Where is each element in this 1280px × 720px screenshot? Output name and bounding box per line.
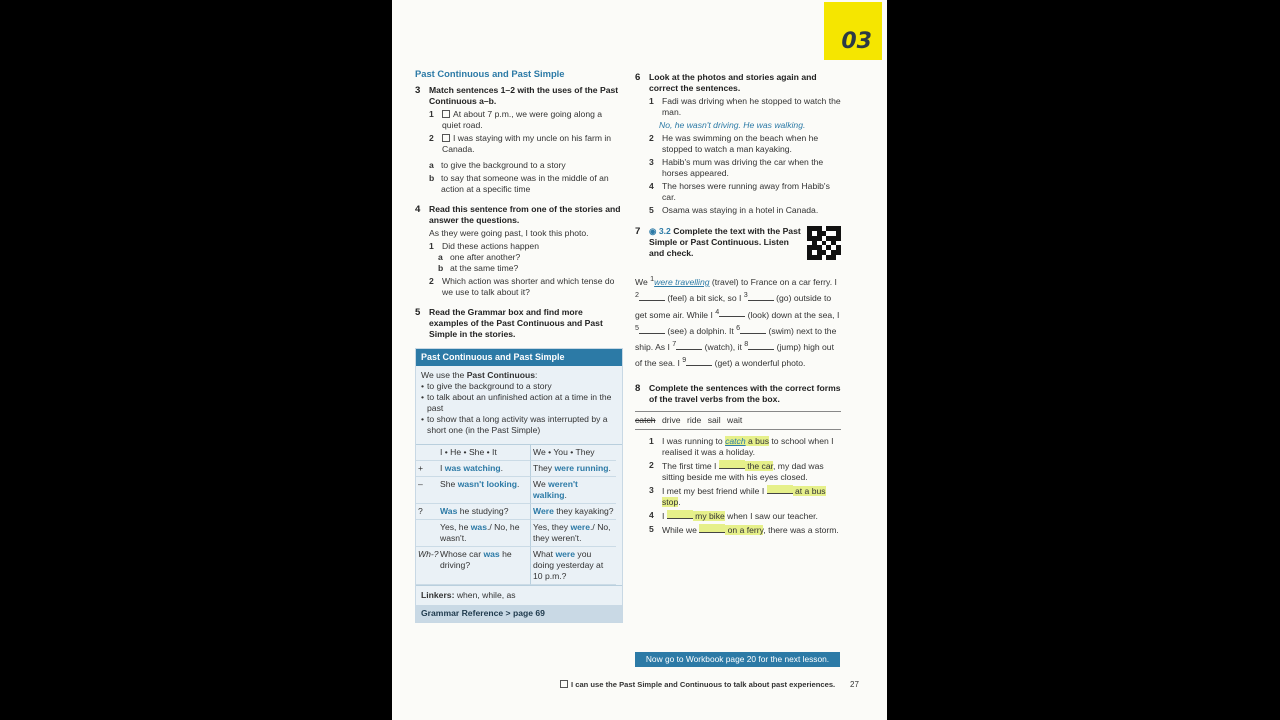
word-box-item: wait — [727, 414, 743, 425]
table-header: I • He • She • It — [438, 445, 530, 461]
word-box — [635, 411, 841, 430]
word-box-item: ride — [686, 414, 702, 425]
answer-gap[interactable] — [767, 485, 793, 494]
answer-gap[interactable] — [719, 460, 745, 469]
can-do-statement: I can use the Past Simple and Continuous to talk about past experiences. — [560, 680, 835, 689]
table-cell: We weren't walking. — [530, 477, 616, 504]
word-box-item: sail — [707, 414, 721, 425]
workbook-link[interactable]: Now go to Workbook page 20 for the next lesson. — [635, 652, 840, 667]
grammar-bullet: • to give the background to a story — [421, 381, 552, 391]
answer-gap[interactable] — [699, 524, 725, 533]
example-sentence: As they were going past, I took this photo. — [429, 228, 589, 238]
checkbox-icon[interactable] — [442, 110, 450, 118]
answer-gap[interactable] — [639, 292, 665, 301]
row-symbol: + — [416, 461, 438, 477]
example-gap: were travelling — [654, 276, 710, 287]
list-item: a one after another? — [438, 252, 521, 262]
grammar-bullet: • to talk about an unfinished action at a time in the past — [421, 392, 612, 413]
grammar-intro: We use the Past Continuous: — [421, 370, 538, 380]
list-item: 5 Osama was staying in a hotel in Canada. — [649, 205, 819, 215]
list-item: 2 I was staying with my uncle on his farm in Canada. — [429, 133, 612, 154]
list-item: 2 The first time I the car, my dad was sitting beside me with his eyes closed. — [649, 459, 824, 482]
row-symbol: – — [416, 477, 438, 504]
list-item: 1 At about 7 p.m., we were going along a quiet road. — [429, 109, 603, 130]
list-item: 1 Did these actions happen — [429, 241, 539, 251]
word-box-item: catch — [635, 414, 656, 425]
table-cell: What were you doing yesterday at 10 p.m.? — [530, 547, 616, 585]
example-answer: No, he wasn't driving. He was walking. — [659, 120, 806, 130]
answer-gap[interactable] — [667, 510, 693, 519]
list-item: 3 Habib's mum was driving the car when the horses appeared. — [649, 157, 824, 178]
grammar-table — [416, 444, 622, 585]
list-item: 5 While we on a ferry, there was a storm. — [649, 523, 839, 535]
answer-gap[interactable] — [748, 292, 774, 301]
answer-gap[interactable] — [676, 341, 702, 350]
linkers: Linkers: when, while, as — [416, 585, 622, 605]
list-item: b at the same time? — [438, 263, 519, 273]
table-header: We • You • They — [530, 445, 616, 461]
list-item: b to say that someone was in the middle of an action at a specific time — [429, 173, 609, 194]
row-symbol: ? — [416, 504, 438, 520]
unit-tab — [824, 2, 882, 60]
table-cell: Were they kayaking? — [530, 504, 616, 520]
left-column — [415, 68, 621, 623]
table-cell: Yes, they were./ No, they weren't. — [530, 520, 616, 547]
list-item: 4 The horses were running away from Habib's car. — [649, 181, 830, 202]
row-symbol — [416, 520, 438, 547]
exercise-8: 8 Complete the sentences with the correct forms of the travel verbs from the box. — [635, 382, 841, 404]
qr-code-icon[interactable] — [807, 226, 841, 260]
checkbox-icon[interactable] — [560, 680, 568, 688]
audio-icon[interactable]: ◉ — [649, 226, 659, 236]
table-cell: Yes, he was./ No, he wasn't. — [438, 520, 530, 547]
textbook-page — [392, 0, 887, 720]
grammar-box-title: Past Continuous and Past Simple — [416, 349, 622, 366]
list-item: 1 Fadi was driving when he stopped to watch the man. — [649, 96, 841, 117]
grammar-reference[interactable]: Grammar Reference > page 69 — [416, 605, 622, 622]
page-number: 27 — [850, 680, 859, 689]
table-cell: Was he studying? — [438, 504, 530, 520]
row-symbol: Wh-? — [416, 547, 438, 585]
list-item: 2 Which action was shorter and which tense do we use to talk about it? — [429, 276, 615, 297]
answer-gap[interactable] — [639, 325, 665, 334]
answer-gap[interactable] — [748, 341, 774, 350]
table-cell: Whose car was he driving? — [438, 547, 530, 585]
list-item: 3 I met my best friend while I at a bus stop. — [649, 484, 826, 507]
exercise-4: 4 Read this sentence from one of the stories and answer the questions. — [415, 204, 621, 225]
table-cell: She wasn't looking. — [438, 477, 530, 504]
exercise-3: 3 Match sentences 1–2 with the uses of the Past Continuous a–b. — [415, 85, 619, 106]
right-column — [635, 72, 841, 536]
list-item: 1 I was running to catch a bus to school when I realised it was a holiday. — [649, 435, 834, 457]
checkbox-icon[interactable] — [442, 134, 450, 142]
exercise-6: 6 Look at the photos and stories again and correct the sentences. — [635, 72, 817, 93]
gap-fill-text: We $^1$were travelling (travel) to France on a car ferry. I $^2$ (feel) a bit sick, so I $^3$ (go) outside to get some air. While I $^4$ (look) down at the sea, I $^5$ (see) a dolphin. It $^6$ (swim) next to the ship. As I $^7$ (watch), it $^8$ (jump) high out of the sea. I $^9$ (get) a wonderful photo. — [635, 275, 840, 369]
answer-gap[interactable] — [686, 357, 712, 366]
table-cell: They were running. — [530, 461, 616, 477]
section-title: Past Continuous and Past Simple — [415, 68, 565, 79]
unit-number: 03 — [841, 29, 872, 54]
exercise-7: 7 ◉ 3.2 Complete the text with the Past Simple or Past Continuous. Listen and check. We $^1$were travelling (travel) to France on a car ferry. I $^2$ (feel) a bit sick, so I $^3$ (go) outside to get some air. While I $^4$ (look) down at the sea, I $^5$ (see) a dolphin. It $^6$ (swim) next to the ship. As I $^7$ (watch), it $^8$ (jump) high out of the sea. I $^9$ (get) a wonderful photo. — [635, 226, 841, 371]
table-cell: I was watching. — [438, 461, 530, 477]
grammar-box — [415, 348, 623, 623]
list-item: a to give the background to a story — [429, 160, 566, 170]
exercise-5: 5 Read the Grammar box and find more examples of the Past Continuous and Past Simple in the stories. — [415, 307, 603, 339]
answer-gap[interactable] — [719, 308, 745, 317]
word-box-item: drive — [661, 414, 681, 425]
answer-gap[interactable] — [740, 325, 766, 334]
grammar-bullet: • to show that a long activity was interrupted by a short one (in the Past Simple) — [421, 414, 608, 435]
list-item: 4 I my bike when I saw our teacher. — [649, 509, 818, 521]
list-item: 2 He was swimming on the beach when he stopped to watch a man kayaking. — [649, 133, 819, 154]
